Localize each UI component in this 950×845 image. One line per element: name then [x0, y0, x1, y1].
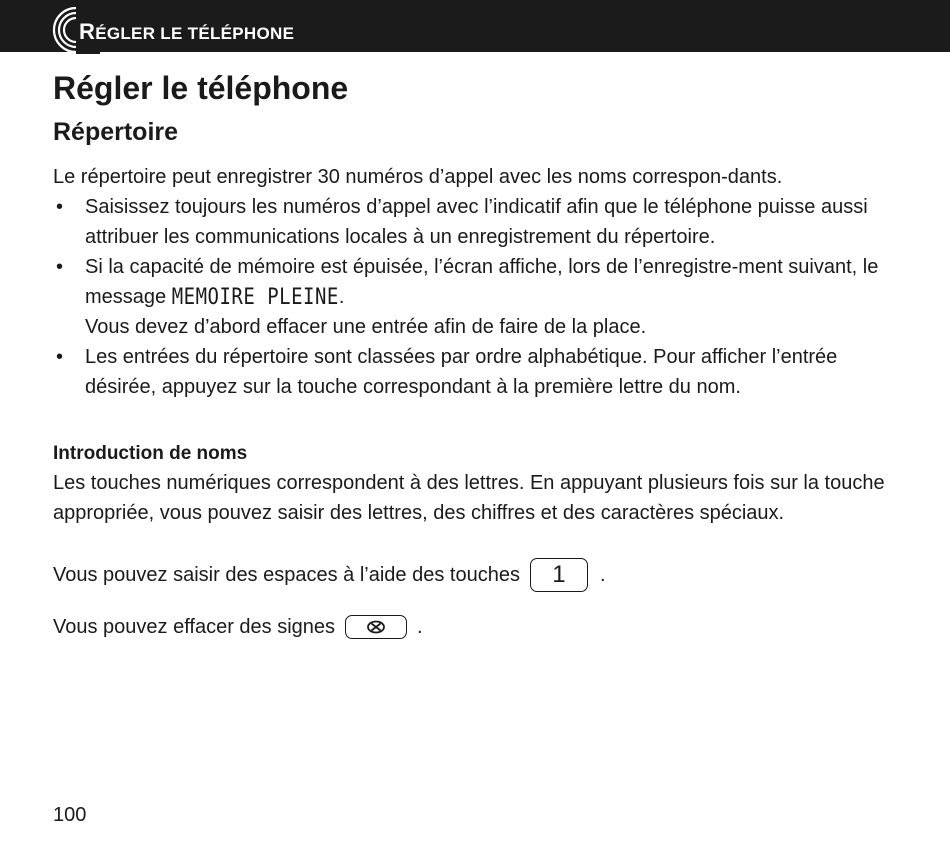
list-item: • Si la capacité de mémoire est épuisée, l’écran affiche, lors de l’enregistre-ment suivant, le message MEMOIRE PLEINE. Vous devez d’abord effacer une entrée afin de faire de la place. — [56, 256, 879, 338]
intro-paragraph: Le répertoire peut enregistrer 30 numéros d’appel avec les noms correspon-dants. — [53, 166, 783, 188]
space-instruction: Vous pouvez saisir des espaces à l’aide des touches 1 . — [53, 558, 913, 592]
delete-key-icon — [345, 615, 407, 639]
subsection-paragraph: Les touches numériques correspondent à des lettres. En appuyant plusieurs fois sur la touche appropriée, vous pouvez saisir des lettres, des chiffres et des caractères spéciaux. — [53, 472, 885, 524]
page-content — [53, 68, 913, 642]
page-title: Régler le téléphone — [53, 70, 349, 106]
bullet-list — [53, 192, 913, 402]
key-1-icon: 1 — [530, 558, 588, 592]
list-item: • Les entrées du répertoire sont classées par ordre alphabétique. Pour afficher l’entrée désirée, appuyez sur la touche correspondant à la première lettre du nom. — [56, 346, 838, 398]
list-item: • Saisissez toujours les numéros d’appel avec l’indicatif afin que le téléphone puisse aussi attribuer les communications locales à un enregistrement du répertoire. — [56, 196, 868, 248]
delete-instruction: Vous pouvez effacer des signes . — [53, 616, 423, 638]
header-title: RÉGLER LE TÉLÉPHONE — [79, 19, 295, 44]
section-title: Répertoire — [53, 118, 179, 146]
header-bar — [0, 0, 950, 52]
page-number: 100 — [53, 804, 87, 826]
lcd-message: MEMOIRE PLEINE — [171, 284, 339, 310]
subsection-title: Introduction de noms — [53, 443, 248, 464]
